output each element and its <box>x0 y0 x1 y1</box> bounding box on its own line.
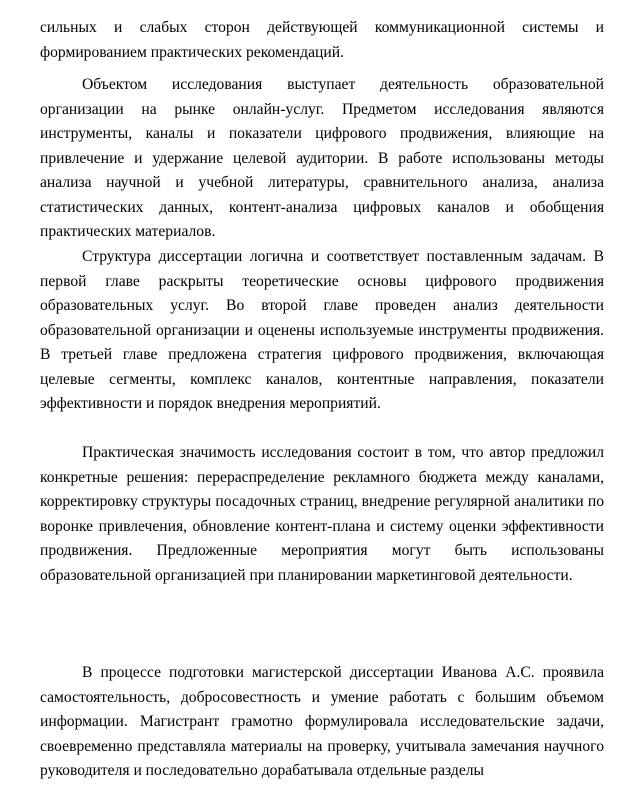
paragraph-2: Объектом исследования выступает деятельность образовательной организации на рынке онлайн-услуг. Предметом исследования являются инструменты, каналы и показатели цифрового продвижения, влияющие на привлечение и удержание целевой аудитории. В работе использованы методы анализа научной и учебной литературы, сравнительного анализа, анализа статистических данных, контент-анализа цифровых каналов и обобщения практических материалов. <box>40 76 604 240</box>
paragraph-3: Структура диссертации логична и соответствует поставленным задачам. В первой главе раскрыты теоретические основы цифрового продвижения образовательных услуг. Во второй главе проведен анализ деятельности образовательной организации и оценены используемые инструменты продвижения. В третьей главе предложена стратегия цифрового продвижения, включающая целевые сегменты, комплекс каналов, контентные направления, показатели эффективности и порядок внедрения мероприятий. <box>40 248 604 412</box>
paragraph-4: Практическая значимость исследования состоит в том, что автор предложил конкретные решения: перераспределение рекламного бюджета между каналами, корректировку структуры посадочных страниц, внедрение регулярной аналитики по воронке привлечения, обновление контент-плана и систему оценки эффективности продвижения. Предложенные мероприятия могут быть использованы образовательной организацией при планировании маркетинговой деятельности. <box>40 444 604 584</box>
paragraph-5: В процессе подготовки магистерской диссертации Иванова А.С. проявила самостоятельность, добросовестность и умение работать с большим объемом информации. Магистрант грамотно формулировала исследовательские задачи, своевременно представляла материалы на проверку, учитывала замечания научного руководителя и последовательно дорабатывала отдельные разделы <box>40 664 604 779</box>
paragraph-1: сильных и слабых сторон действующей коммуникационной системы и формированием практических рекомендаций. <box>40 19 604 61</box>
